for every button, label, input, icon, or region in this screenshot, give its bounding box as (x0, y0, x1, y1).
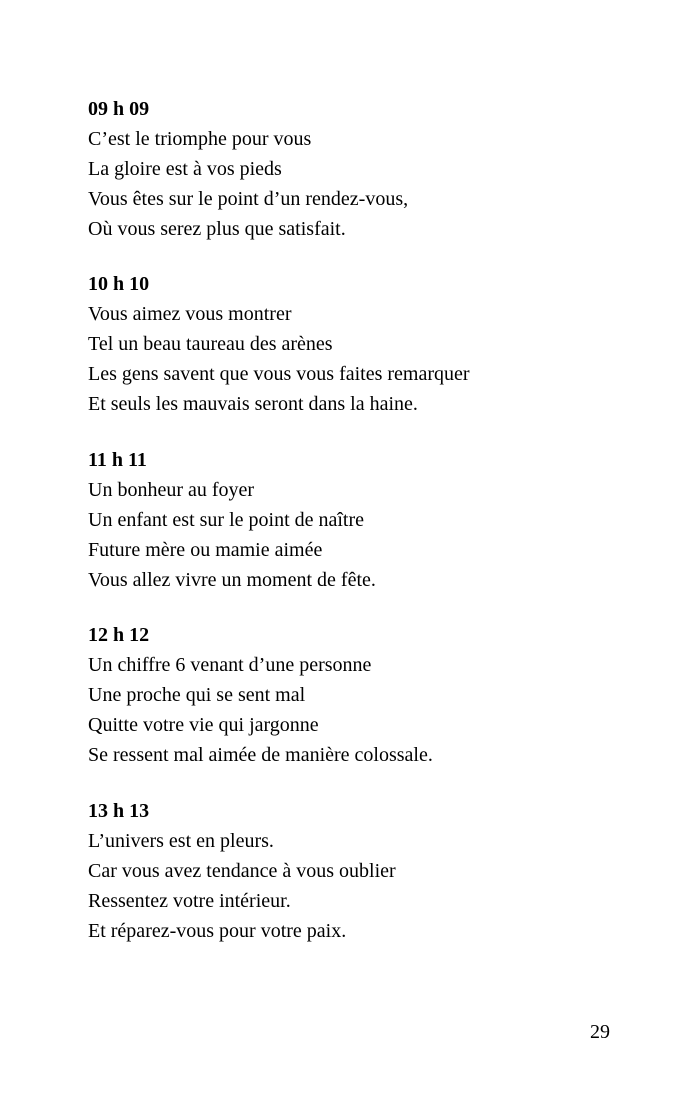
stanza-title: 10 h 10 (88, 273, 150, 295)
verse-line: Et réparez-vous pour votre paix. (88, 920, 347, 942)
verse-line: Un enfant est sur le point de naître (88, 509, 365, 531)
page-number: 29 (590, 1021, 610, 1043)
stanza-title: 13 h 13 (88, 800, 150, 822)
stanza-1111 (88, 445, 648, 595)
verse-line: Vous aimez vous montrer (88, 303, 292, 325)
verse-line: Ressentez votre intérieur. (88, 890, 291, 912)
stanza-title: 09 h 09 (88, 98, 150, 120)
verse-line: Les gens savent que vous vous faites remarquer (88, 363, 470, 385)
verse-line: Vous êtes sur le point d’un rendez-vous, (88, 188, 409, 210)
verse-line: Une proche qui se sent mal (88, 684, 306, 706)
stanza-1212 (88, 620, 648, 770)
verse-line: La gloire est à vos pieds (88, 158, 282, 180)
stanza-0909 (88, 94, 648, 244)
verse-line: Quitte votre vie qui jargonne (88, 714, 319, 736)
verse-line: Future mère ou mamie aimée (88, 539, 323, 561)
stanza-1313 (88, 796, 648, 946)
verse-line: Un bonheur au foyer (88, 479, 255, 501)
verse-line: Où vous serez plus que satisfait. (88, 218, 346, 240)
verse-line: Vous allez vivre un moment de fête. (88, 569, 376, 591)
stanza-1010 (88, 269, 648, 419)
verse-line: Se ressent mal aimée de manière colossale. (88, 744, 433, 766)
verse-line: L’univers est en pleurs. (88, 830, 274, 852)
stanza-title: 11 h 11 (88, 449, 147, 471)
verse-line: C’est le triomphe pour vous (88, 128, 312, 150)
verse-line: Tel un beau taureau des arènes (88, 333, 333, 355)
verse-line: Un chiffre 6 venant d’une personne (88, 654, 372, 676)
verse-line: Et seuls les mauvais seront dans la haine. (88, 393, 418, 415)
verse-line: Car vous avez tendance à vous oublier (88, 860, 396, 882)
stanza-title: 12 h 12 (88, 624, 150, 646)
